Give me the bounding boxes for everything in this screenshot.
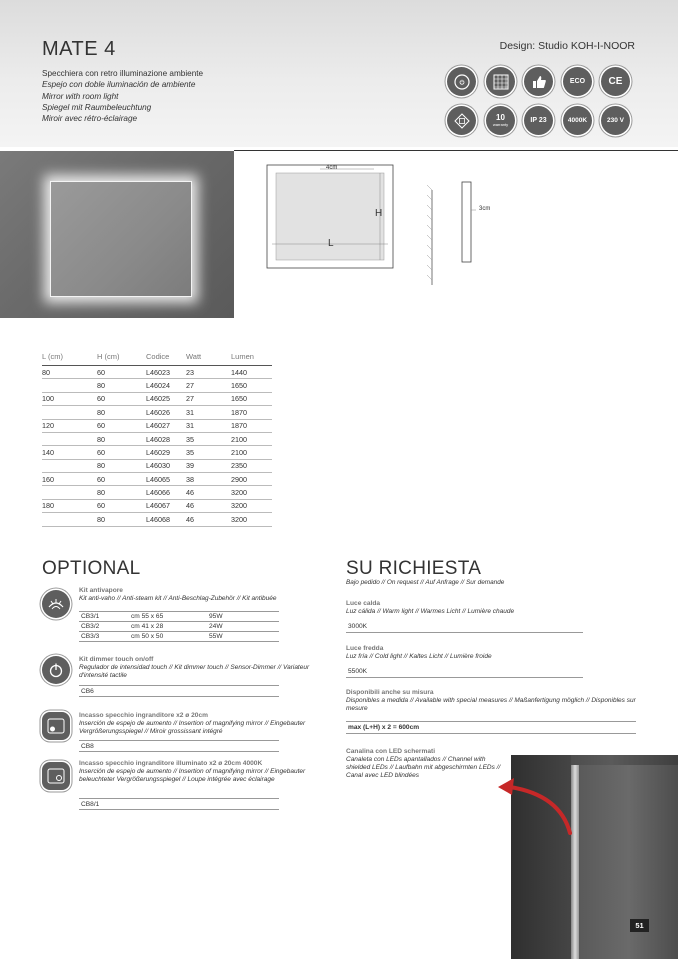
opt3-title: Incasso specchio ingranditore x2 ø 20cm: [79, 712, 208, 719]
mirror-image: [50, 181, 192, 297]
grid-icon: [486, 67, 515, 96]
table-row: [42, 432, 272, 445]
table-row: [42, 513, 272, 526]
opt3-code: CB8: [79, 740, 279, 752]
mirror-frame-icon: [447, 106, 476, 135]
color-temp-icon: [563, 106, 592, 135]
cell: 24W: [207, 622, 279, 632]
cell: 80: [97, 406, 146, 419]
on-request-title: SU RICHIESTA: [346, 558, 482, 579]
cell: cm 41 x 28: [129, 622, 207, 632]
divider-line: [234, 150, 678, 151]
cell: [42, 459, 97, 472]
opt1-title: Kit antivapore: [79, 587, 123, 594]
cell: L46023: [146, 366, 186, 379]
cell: 140: [42, 446, 97, 459]
temp-label: 4000K: [567, 117, 588, 124]
custom-size-title: Disponibili anche su misura: [346, 689, 434, 696]
designer-label: Design: Studio KOH-I-NOOR: [499, 40, 635, 52]
cell: L46030: [146, 459, 186, 472]
custom-size-desc: Disponibles a medida // Available with special measures // Maßanfertigung möglich // Disponibles sur mesure: [346, 697, 636, 712]
opt4-desc: Inserción de espejo de aumento // Insertion of magnifying mirror // Eingebauter beleuchteter Vergrößerungsspiegel // Loupe intégrée avec éclairage: [79, 768, 306, 783]
cell: 2100: [231, 446, 272, 459]
table-row: [42, 499, 272, 512]
opt2-title: Kit dimmer touch on/off: [79, 656, 154, 663]
cell: 1440: [231, 366, 272, 379]
cell: CB3/2: [79, 622, 129, 632]
cell: 46: [186, 486, 231, 499]
ip-rating-icon: [524, 106, 553, 135]
volt-label: 230 V: [607, 117, 624, 124]
table-row: [42, 419, 272, 432]
cell: 80: [97, 513, 146, 526]
cell: 1870: [231, 419, 272, 432]
cell: 60: [97, 392, 146, 405]
cell: 60: [97, 366, 146, 379]
cell: cm 55 x 65: [129, 612, 207, 622]
cell: 3200: [231, 486, 272, 499]
cell: 38: [186, 473, 231, 486]
cell: L46025: [146, 392, 186, 405]
cell: 80: [42, 366, 97, 379]
cell: [42, 486, 97, 499]
cell: 46: [186, 513, 231, 526]
on-request-subtitle: Bajo pedido // On request // Auf Anfrage // Sur demande: [346, 579, 505, 586]
technical-drawing: [262, 160, 512, 290]
cell: 39: [186, 459, 231, 472]
spec-table: [42, 350, 272, 527]
opt2-code: CB6: [79, 685, 279, 697]
thumb-up-icon: [524, 67, 553, 96]
ce-label: CE: [608, 76, 623, 87]
cell: L46029: [146, 446, 186, 459]
table-row: [79, 622, 279, 632]
cell: 80: [97, 486, 146, 499]
cell: 31: [186, 419, 231, 432]
col-height: H (cm): [97, 350, 146, 366]
on-off-icon: [447, 67, 476, 96]
col-code: Codice: [146, 350, 186, 366]
cell: 120: [42, 419, 97, 432]
cell: L46027: [146, 419, 186, 432]
opt2-desc: Regulador de intensidad touch // Kit dimmer touch // Sensor-Dimmer // Variateur d'intensité tactile: [79, 664, 310, 679]
lit-magnifier-icon: [42, 762, 70, 790]
custom-size-value: max (L+H) x 2 = 600cm: [346, 721, 636, 734]
warm-light-desc: Luz cálida // Warm light // Warmes Licht // Lumière chaude: [346, 608, 515, 615]
cell: 80: [97, 432, 146, 445]
product-photo: [0, 151, 234, 318]
dim-h-label: H: [375, 208, 383, 219]
cell: 35: [186, 432, 231, 445]
product-title: MATE 4: [42, 38, 116, 60]
cell: 2350: [231, 459, 272, 472]
cell: 180: [42, 499, 97, 512]
cell: L46066: [146, 486, 186, 499]
opt3-desc: Inserción de espejo de aumento // Insertion of magnifying mirror // Eingebauter Vergrößerungsspiegel // Miroir grossissant intégré: [79, 720, 306, 735]
table-row: [42, 366, 272, 379]
led-channel-title: Canalina con LED schermati: [346, 748, 436, 755]
cell: 80: [97, 379, 146, 392]
cell: [42, 406, 97, 419]
cell: 27: [186, 379, 231, 392]
anti-steam-icon: [42, 590, 70, 618]
desc-en: Mirror with room light: [42, 91, 119, 101]
desc-de: Spiegel mit Raumbeleuchtung: [42, 102, 152, 112]
anti-steam-table: [79, 611, 279, 642]
cell: 1650: [231, 379, 272, 392]
table-row: [42, 406, 272, 419]
cell: 60: [97, 473, 146, 486]
warm-light-title: Luce calda: [346, 600, 381, 607]
table-row: [42, 459, 272, 472]
cell: 27: [186, 392, 231, 405]
cell: 3200: [231, 499, 272, 512]
opt4-code: CB8/1: [79, 798, 279, 810]
cell: L46068: [146, 513, 186, 526]
ip-label: IP 23: [530, 117, 547, 124]
cell: L46026: [146, 406, 186, 419]
photo-mirror-edge: [579, 765, 678, 959]
led-channel-desc: Canaleta con LEDs apantallados // Channel with shielded LEDs // Laufbahn mit abgeschirmten LEDs // Canal avec LED blindées: [346, 756, 501, 779]
dim-top-label: 4cm: [326, 165, 338, 171]
ce-mark-icon: [601, 67, 630, 96]
col-lumen: Lumen: [231, 350, 272, 366]
cell: 46: [186, 499, 231, 512]
spec-header-row: [42, 350, 272, 366]
desc-es: Espejo con doble iluminación de ambiente: [42, 80, 196, 90]
warranty-years: 10: [496, 112, 505, 122]
cell: 2900: [231, 473, 272, 486]
cell: cm 50 x 50: [129, 632, 207, 642]
cold-light-desc: Luz fría // Cold light // Kaltes Licht // Lumière froide: [346, 653, 492, 660]
eco-icon: [563, 67, 592, 96]
cell: 80: [97, 459, 146, 472]
cell: [42, 379, 97, 392]
cell: CB3/1: [79, 612, 129, 622]
dim-side-label: 3cm: [479, 206, 491, 212]
cell: 160: [42, 473, 97, 486]
cell: 31: [186, 406, 231, 419]
cell: L46024: [146, 379, 186, 392]
cell: 3200: [231, 513, 272, 526]
table-row: [42, 392, 272, 405]
col-watt: Watt: [186, 350, 231, 366]
red-arrow-icon: [490, 775, 575, 835]
desc-it: Specchiera con retro illuminazione ambiente: [42, 69, 204, 78]
cold-light-title: Luce fredda: [346, 645, 384, 652]
cell: 60: [97, 446, 146, 459]
cold-light-value: 5500K: [346, 666, 583, 678]
optional-title: OPTIONAL: [42, 558, 141, 579]
table-row: [42, 486, 272, 499]
cell: L46067: [146, 499, 186, 512]
cell: 60: [97, 419, 146, 432]
cell: 55W: [207, 632, 279, 642]
warranty-label: warranty: [492, 121, 509, 127]
cell: 23: [186, 366, 231, 379]
warm-light-value: 3000K: [346, 621, 583, 633]
page-number: 51: [630, 919, 649, 932]
magnifier-insert-icon: [42, 712, 70, 740]
svg-text:⏻: ⏻: [459, 80, 464, 86]
opt1-desc: Kit anti-vaho // Anti-steam kit // Anti-Beschlag-Zubehör // Kit antibuée: [79, 595, 277, 602]
cell: 100: [42, 392, 97, 405]
table-row: [42, 379, 272, 392]
cell: 2100: [231, 432, 272, 445]
product-description: [42, 68, 203, 124]
cell: [42, 432, 97, 445]
warranty-icon: [486, 106, 515, 135]
cell: 95W: [207, 612, 279, 622]
table-row: [79, 632, 279, 642]
cell: 1870: [231, 406, 272, 419]
voltage-icon: [601, 106, 630, 135]
eco-label: ECO: [569, 78, 586, 85]
col-length: L (cm): [42, 350, 97, 366]
cell: 60: [97, 499, 146, 512]
dim-l-label: L: [328, 238, 334, 249]
desc-fr: Miroir avec rétro-éclairage: [42, 114, 138, 124]
table-row: [42, 473, 272, 486]
table-row: [79, 612, 279, 622]
cell: L46065: [146, 473, 186, 486]
cell: [42, 513, 97, 526]
opt4-title: Incasso specchio ingranditore illuminato x2 ø 20cm 4000K: [79, 760, 263, 767]
table-row: [42, 446, 272, 459]
dimmer-touch-icon: [42, 656, 70, 684]
cell: 1650: [231, 392, 272, 405]
cell: 35: [186, 446, 231, 459]
cell: L46028: [146, 432, 186, 445]
cell: CB3/3: [79, 632, 129, 642]
